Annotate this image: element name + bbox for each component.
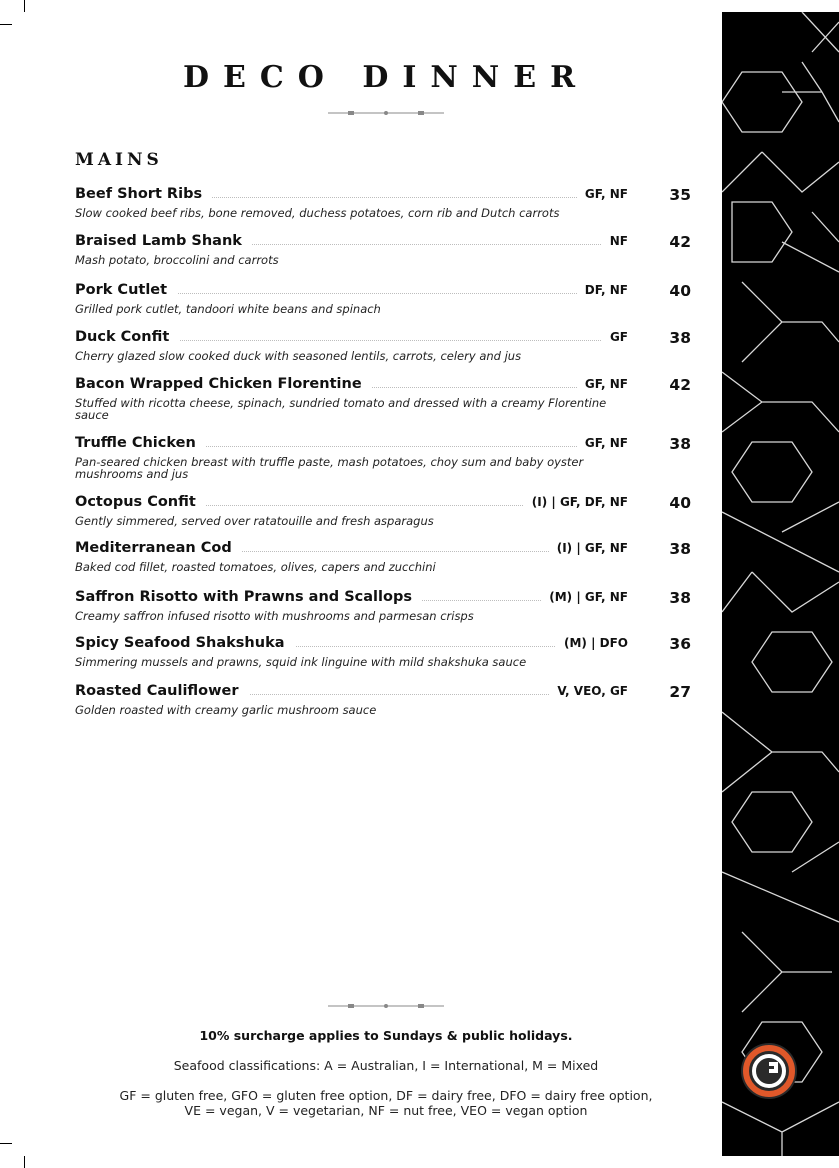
geometric-pattern xyxy=(722,12,839,1156)
ornament-divider xyxy=(328,109,444,117)
item-description: Grilled pork cutlet, tandoori white beans and spinach xyxy=(75,302,381,316)
decorative-sidebar xyxy=(722,12,839,1156)
section-title: MAINS xyxy=(75,150,163,170)
item-name: Truffle Chicken xyxy=(75,435,206,451)
item-price: 38 xyxy=(669,589,691,607)
item-dietary-tags: NF xyxy=(602,234,628,248)
item-price: 40 xyxy=(669,494,691,512)
item-dietary-tags: (I) | GF, NF xyxy=(549,541,628,555)
menu-item xyxy=(75,683,695,716)
item-name: Pork Cutlet xyxy=(75,282,177,298)
item-name: Bacon Wrapped Chicken Florentine xyxy=(75,376,372,392)
item-description: Creamy saffron infused risotto with mushrooms and parmesan crisps xyxy=(75,609,474,623)
item-name: Spicy Seafood Shakshuka xyxy=(75,635,295,651)
menu-item xyxy=(75,540,695,573)
item-price: 35 xyxy=(669,186,691,204)
dietary-legend-line2: VE = vegan, V = vegetarian, NF = nut free, VEO = vegan option xyxy=(184,1103,588,1118)
item-price: 42 xyxy=(669,376,691,394)
item-price: 42 xyxy=(669,233,691,251)
item-dietary-tags: V, VEO, GF xyxy=(549,684,628,698)
menu-item xyxy=(75,494,695,527)
item-name: Beef Short Ribs xyxy=(75,186,212,202)
menu-item xyxy=(75,589,695,622)
item-name: Mediterranean Cod xyxy=(75,540,242,556)
item-price: 38 xyxy=(669,435,691,453)
dietary-legend-line1: GF = gluten free, GFO = gluten free option, DF = dairy free, DFO = dairy free option, xyxy=(119,1088,653,1103)
menu-item xyxy=(75,435,695,480)
item-description: Golden roasted with creamy garlic mushroom sauce xyxy=(75,703,377,717)
item-name: Octopus Confit xyxy=(75,494,206,510)
item-description: Stuffed with ricotta cheese, spinach, sundried tomato and dressed with a creamy Florentine sauce xyxy=(75,396,607,422)
item-name: Saffron Risotto with Prawns and Scallops xyxy=(75,589,422,605)
crop-mark xyxy=(24,1156,25,1168)
item-name: Roasted Cauliflower xyxy=(75,683,249,699)
seafood-legend: Seafood classifications: A = Australian, I = International, M = Mixed xyxy=(173,1058,599,1073)
crop-mark xyxy=(0,24,12,25)
item-dietary-tags: (M) | GF, NF xyxy=(541,590,628,604)
menu-item xyxy=(75,186,695,219)
item-description: Cherry glazed slow cooked duck with seasoned lentils, carrots, celery and jus xyxy=(75,349,522,363)
item-description: Simmering mussels and prawns, squid ink linguine with mild shakshuka sauce xyxy=(75,655,527,669)
menu-item xyxy=(75,329,695,362)
item-dietary-tags: (I) | GF, DF, NF xyxy=(524,495,628,509)
crop-mark xyxy=(0,1143,12,1144)
item-description: Slow cooked beef ribs, bone removed, duchess potatoes, corn rib and Dutch carrots xyxy=(75,206,560,220)
item-dietary-tags: DF, NF xyxy=(577,283,628,297)
surcharge-note: 10% surcharge applies to Sundays & public holidays. xyxy=(199,1028,573,1043)
menu-item xyxy=(75,635,695,668)
item-name: Duck Confit xyxy=(75,329,179,345)
item-dietary-tags: GF, NF xyxy=(577,377,628,391)
item-description: Gently simmered, served over ratatouille and fresh asparagus xyxy=(75,514,434,528)
item-description: Mash potato, broccolini and carrots xyxy=(75,253,279,267)
item-dietary-tags: GF, NF xyxy=(577,187,628,201)
item-dietary-tags: GF xyxy=(602,330,628,344)
ornament-divider xyxy=(328,1002,444,1010)
menu-item xyxy=(75,233,695,266)
item-description: Pan-seared chicken breast with truffle paste, mash potatoes, choy sum and baby oyster mushrooms and jus xyxy=(75,455,584,481)
item-price: 38 xyxy=(669,540,691,558)
item-price: 27 xyxy=(669,683,691,701)
restaurant-logo xyxy=(740,1042,798,1100)
item-price: 40 xyxy=(669,282,691,300)
item-name: Braised Lamb Shank xyxy=(75,233,252,249)
menu-item xyxy=(75,282,695,315)
menu-item xyxy=(75,376,695,421)
item-dietary-tags: GF, NF xyxy=(577,436,628,450)
item-price: 38 xyxy=(669,329,691,347)
item-description: Baked cod fillet, roasted tomatoes, olives, capers and zucchini xyxy=(75,560,436,574)
crop-mark xyxy=(24,0,25,12)
item-dietary-tags: (M) | DFO xyxy=(556,636,628,650)
item-price: 36 xyxy=(669,635,691,653)
page-title: DECO DINNER xyxy=(182,60,590,95)
